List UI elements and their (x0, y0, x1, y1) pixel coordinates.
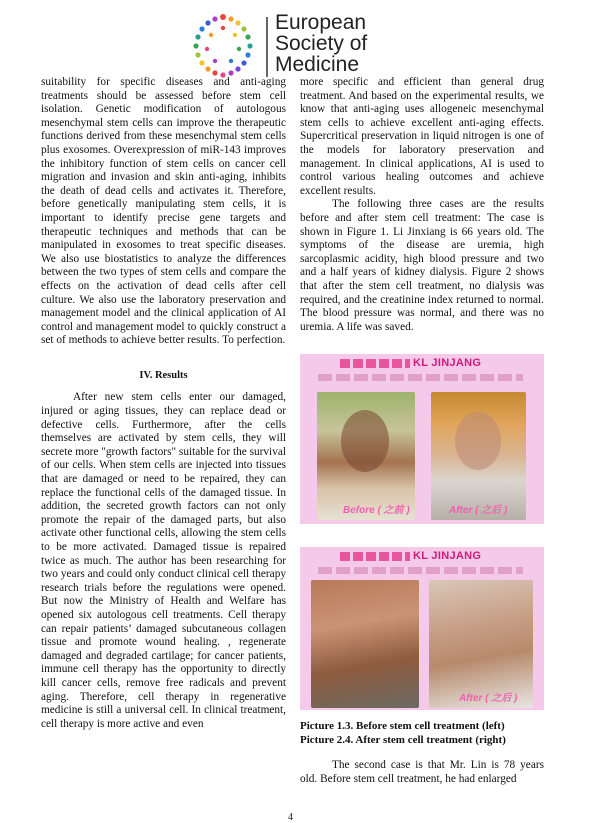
left-paragraph-1: suitability for specific diseases and anti-aging treatments should be assessed before stem cell isolation. Genetic modification of autologous mesenchymal stem cells can improve the therapeutic functions derived from these mesenchymal stem cells plus exosomes. Overexpression of miR-143 improves the inhibitory function of stem cells on cancer cell migration and invasion and skin anti-aging, inhibits the death of dead cells and activates it. Therefore, before genetically manipulating stem cells, it is important to identify precise gene targets and therapeutic techniques and methods that can be manipulated in exosomes to treat specific diseases. We also use biostatistics to analyze the differences between the two types of stem cells and compare the effects on the activation of dead cells after cell culture. We also use the laboratory preservation and management model and the clinical application of AI control and management model to quickly construct a set of methods to achieve better results. To perfection. (41, 76, 286, 347)
section-heading-results: IV. Results (139, 369, 188, 381)
right-paragraph-2: The following three cases are the results before and after stem cell treatment: The case is shown in Figure 1. Li Jinxiang is 66 years old. The symptoms of the disease are uremia, high sarcoplasmic acidity, high blood pressure and two and a half years of kidney dialysis. Figure 2 shows that after the stem cell treatment, no dialysis was required, and the creatinine index returned to normal. The blood pressure was normal, and there was no uremia. A life was saved. (300, 198, 544, 333)
logo-line-2: Society of (275, 32, 368, 55)
logo-line-1: European (275, 11, 367, 34)
logo-line-3: Medicine (275, 53, 360, 76)
photo-hands-before (311, 580, 419, 708)
photo-face-after (431, 392, 526, 520)
society-logo-text (275, 12, 415, 75)
right-column-continued (300, 759, 544, 786)
blurred-subtitle (318, 374, 523, 381)
right-paragraph-1: more specific and efficient than general drug treatment. And based on the experimental results, we know that anti-aging uses allogeneic mesenchymal stem cells to achieve excellent anti-aging effects. Supercritical preservation in liquid nitrogen is one of the models for laboratory preservation and management. In clinical applications, AI is used to control various healing outcomes and achieve excellent results. (300, 76, 544, 197)
blurred-chinese-text (340, 359, 410, 368)
blurred-chinese-text (340, 552, 410, 561)
left-paragraph-2: After new stem cells enter our damaged, injured or aging tissues, they can replace dead or defective cells. Furthermore, after the cells themselves are activated by stem cells, they will secrete more "growth factors" suitable for the survival of our cells. When stem cells are injected into tissues that are damaged or need to be repaired, they can replace the functional cells of the damaged tissue. In addition, the secreted growth factors can not only promote the repair of the damaged parts, but also activate other functional cells, allowing the stem cells to be more activated. Damaged tissue is repaired twice as much. The author has been researching for two years and could only conduct clinical cell therapy research trials before the regulations were opened. But now the Ministry of Health and Welfare has opened six autologous cell treatments. Cell therapy can repair patients’ damaged subcutaneous collagen tissue and promote wound healing. , regenerate damaged and degraded cartilage; for cancer patients, immune cell therapy has the opportunity to directly kill cancer cells, remove free radicals and prevent aging. Therefore, cell therapy in regenerative medicine is still a universal cell. In clinical treatment, cell therapy is more active and even (41, 391, 286, 730)
journal-header (0, 0, 591, 80)
panel-1-title: KL JINJANG (340, 357, 481, 369)
blurred-subtitle (318, 567, 523, 574)
after-label: After ( 之后 ) (459, 693, 518, 704)
logo-divider (266, 17, 268, 77)
before-label: Before ( 之前 ) (343, 505, 410, 516)
society-logo-icon (190, 13, 256, 79)
page-number: 4 (288, 812, 293, 823)
figure-caption (300, 719, 550, 747)
figure-panel-hands (300, 547, 544, 710)
caption-line-2: Picture 2.4. After stem cell treatment (right) (300, 734, 506, 746)
after-label: After ( 之后 ) (449, 505, 508, 516)
right-column (300, 76, 544, 334)
panel-2-title: KL JINJANG (340, 550, 481, 562)
right-paragraph-3: The second case is that Mr. Lin is 78 years old. Before stem cell treatment, he had enlarged (300, 759, 544, 785)
photo-face-before (317, 392, 415, 520)
left-column (41, 76, 286, 731)
figure-panel-face (300, 354, 544, 524)
caption-line-1: Picture 1.3. Before stem cell treatment (left) (300, 720, 505, 732)
photo-hands-after (429, 580, 533, 708)
